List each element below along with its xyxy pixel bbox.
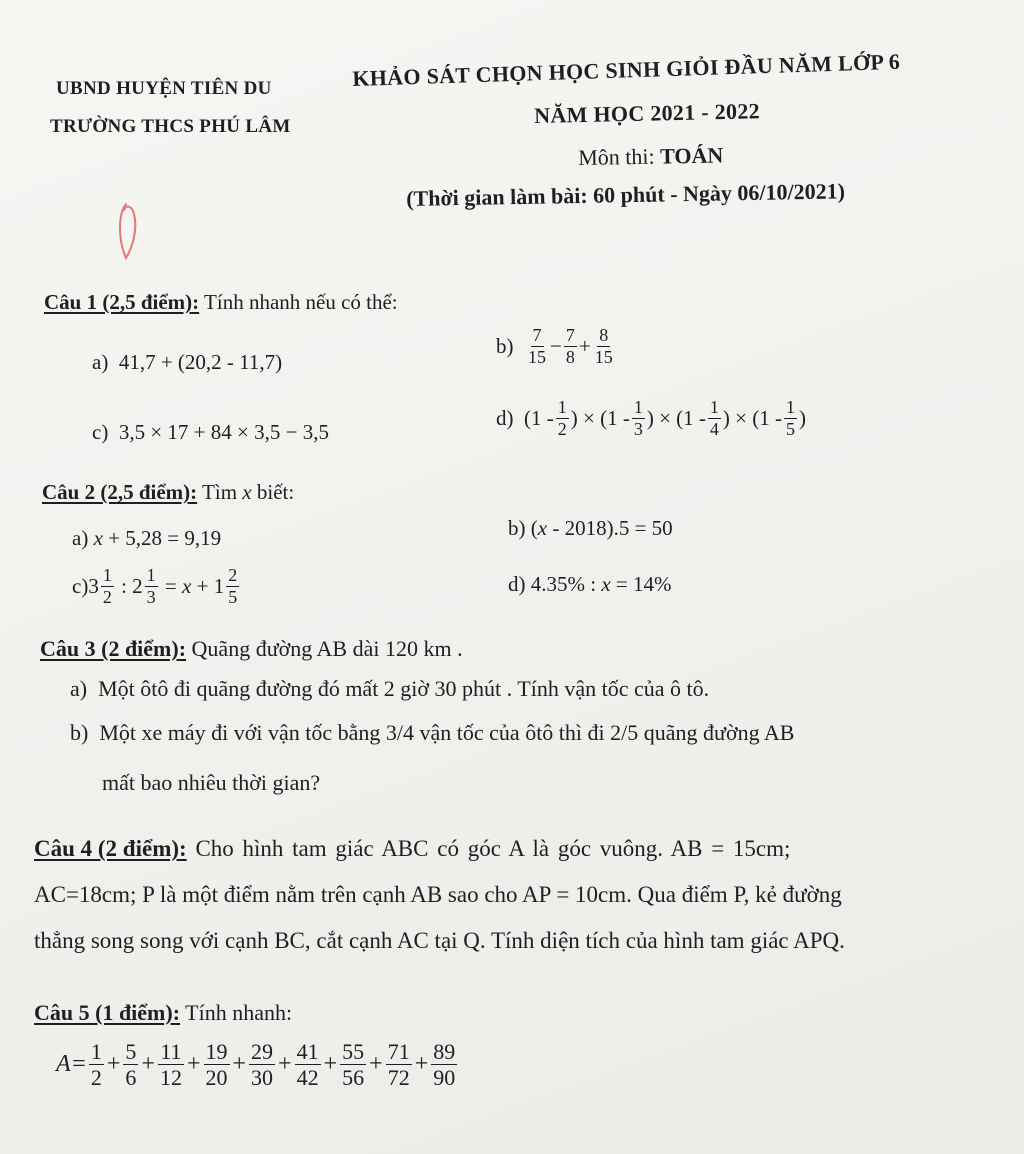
q1-c — [92, 420, 329, 445]
q2-c-eq: = — [159, 573, 183, 598]
q2-heading — [42, 480, 294, 505]
q1-prompt: Tính nhanh nếu có thể: — [199, 290, 398, 314]
q2-b-open: ( — [530, 516, 538, 540]
q5-fraction-numerator: 29 — [251, 1039, 274, 1064]
q3-b — [70, 720, 794, 746]
q2-b-var: x — [537, 516, 548, 540]
q1-d-mid-2: ) × (1 - — [646, 405, 706, 430]
q3-label: Câu 3 (2 điểm): — [40, 636, 187, 661]
q3-b-label: b) — [70, 720, 89, 745]
q5-plus: + — [186, 1051, 201, 1078]
subject-line — [578, 142, 724, 171]
q1-b-frac-3: $\frac{8}{15}$ — [594, 325, 613, 367]
subject-name: TOÁN — [659, 142, 724, 169]
q5-fraction-denominator: 12 — [159, 1065, 182, 1091]
q1-label: Câu 1 (2,5 điểm): — [44, 290, 200, 314]
q2-c — [72, 566, 241, 607]
q5-fraction-numerator: 55 — [342, 1039, 365, 1064]
q5-fraction-numerator: 71 — [387, 1039, 410, 1064]
time-note: (Thời gian làm bài: 60 phút - Ngày 06/10/2021) — [406, 178, 846, 211]
q2-c-mixed-2: 2 $\frac{1}{3}$ — [132, 565, 156, 607]
q5-heading — [34, 1000, 292, 1026]
q2-c-plus: + — [191, 573, 214, 598]
q1-d — [496, 398, 806, 439]
q3-a — [70, 676, 709, 702]
red-pen-mark-icon — [112, 200, 146, 264]
q1-b — [496, 326, 617, 367]
q5-plus: + — [369, 1051, 383, 1078]
q5-plus: + — [232, 1051, 247, 1078]
q1-a-label: a) — [92, 350, 109, 374]
q5-fraction-denominator: 2 — [90, 1065, 102, 1091]
q3-heading — [40, 636, 463, 662]
q2-a-expr: + 5,28 = 9,19 — [102, 526, 222, 550]
q1-b-frac-2: $\frac{7}{8}$ — [565, 325, 575, 367]
q2-prompt: Tìm — [197, 480, 243, 504]
q2-a-label: a) — [72, 526, 94, 550]
q5-fraction — [431, 1040, 457, 1089]
school-year: NĂM HỌC 2021 - 2022 — [534, 98, 761, 128]
q1-d-frac-3: $\frac{1}{4}$ — [709, 397, 719, 439]
q1-d-frac-4: $\frac{1}{5}$ — [785, 397, 795, 439]
q2-d-label: d) — [508, 572, 531, 596]
q5-plus: + — [278, 1051, 292, 1078]
q5-lhs: A= — [56, 1051, 87, 1078]
q1-b-op-2: + — [578, 333, 591, 358]
q2-c-var: x — [182, 573, 192, 598]
q3-a-text: Một ôtô đi quãng đường đó mất 2 giờ 30 phút . Tính vận tốc của ô tô. — [98, 676, 710, 701]
q1-d-label: d) — [496, 405, 514, 430]
q5-fraction-denominator: 56 — [342, 1065, 365, 1091]
q3-b-cont: mất bao nhiêu thời gian? — [102, 770, 321, 795]
q5-fraction-denominator: 30 — [251, 1065, 274, 1091]
q1-d-frac-1: $\frac{1}{2}$ — [557, 397, 567, 439]
q1-d-mid-1: ) × (1 - — [570, 405, 630, 430]
q4-text-1: Cho hình tam giác ABC có góc A là góc vuông. AB = 15cm; — [186, 836, 791, 861]
q5-fraction — [158, 1040, 184, 1089]
q2-c-mixed-1: 3 $\frac{1}{2}$ — [88, 565, 112, 607]
q5-fraction-denominator: 6 — [125, 1065, 137, 1091]
q2-d — [508, 572, 672, 597]
q5-fraction-denominator: 72 — [387, 1065, 410, 1091]
q5-sum — [87, 1040, 459, 1089]
q5-fraction — [386, 1040, 412, 1089]
q2-b-expr: - 2018).5 = 50 — [547, 516, 673, 540]
q5-label: Câu 5 (1 điểm): — [34, 1000, 181, 1025]
q5-fraction-numerator: 1 — [90, 1039, 102, 1064]
q1-d-close: ) — [798, 405, 806, 430]
q2-c-mixed-3: 1 $\frac{2}{5}$ — [213, 565, 238, 607]
q5-fraction-numerator: 89 — [433, 1039, 456, 1064]
q3-b-text-1: Một xe máy đi với vận tốc bằng 3/4 vận tốc của ôtô thì đi 2/5 quãng đường AB — [99, 720, 795, 745]
q5-fraction-numerator: 5 — [125, 1039, 137, 1064]
q5-fraction-numerator: 11 — [160, 1039, 182, 1064]
q1-b-frac-1: $\frac{7}{15}$ — [528, 325, 546, 367]
exam-title: KHẢO SÁT CHỌN HỌC SINH GIỎI ĐẦU NĂM LỚP 6 — [352, 48, 901, 91]
q3-prompt: Quãng đường AB dài 120 km . — [186, 636, 463, 661]
q2-c-label: c) — [72, 573, 89, 598]
q5-fraction-numerator: 19 — [205, 1039, 228, 1064]
q5-fraction — [249, 1040, 275, 1089]
q2-c-colon: : — [115, 573, 133, 598]
subject-label: Môn thi: — [578, 143, 661, 170]
q2-d-left: 4.35% : — [530, 572, 602, 596]
q3-a-label: a) — [70, 676, 88, 701]
q1-c-expr: 3,5 × 17 + 84 × 3,5 − 3,5 — [118, 420, 329, 444]
q2-b-label: b) — [508, 516, 531, 540]
q2-label: Câu 2 (2,5 điểm): — [42, 480, 198, 504]
q4-label: Câu 4 (2 điểm): — [34, 836, 187, 861]
district-name: UBND HUYỆN TIÊN DU — [56, 78, 272, 99]
q1-a — [92, 350, 282, 375]
q4-line-1 — [34, 836, 974, 862]
q5-fraction-numerator: 41 — [296, 1039, 319, 1064]
q1-a-expr: 41,7 + (20,2 - 11,7) — [118, 350, 283, 374]
q1-d-open: (1 - — [524, 405, 554, 430]
q5-fraction — [204, 1040, 230, 1089]
q2-a — [72, 526, 221, 551]
q5-fraction-denominator: 42 — [296, 1065, 319, 1091]
q1-d-frac-2: $\frac{1}{3}$ — [633, 397, 643, 439]
q5-prompt: Tính nhanh: — [180, 1000, 293, 1025]
q5-fraction — [89, 1040, 104, 1089]
q1-heading — [44, 290, 398, 315]
q5-plus: + — [106, 1051, 121, 1078]
q5-plus: + — [323, 1051, 338, 1078]
q1-b-label: b) — [496, 333, 514, 358]
q5-fraction — [123, 1040, 138, 1089]
q5-expression — [56, 1040, 459, 1089]
q2-prompt-end: biết: — [251, 480, 295, 504]
school-name: TRƯỜNG THCS PHÚ LÂM — [50, 116, 291, 137]
q1-d-mid-3: ) × (1 - — [722, 405, 782, 430]
q1-c-label: c) — [92, 420, 109, 444]
q1-b-op-1: − — [550, 333, 562, 358]
q2-d-right: = 14% — [610, 572, 672, 596]
q4-line-3: thẳng song song với cạnh BC, cắt cạnh AC tại Q. Tính diện tích của hình tam giác APQ. — [34, 928, 845, 953]
q4-line-2: AC=18cm; P là một điểm nằm trên cạnh AB sao cho AP = 10cm. Qua điểm P, kẻ đường — [34, 882, 842, 907]
q5-fraction-denominator: 20 — [205, 1065, 228, 1091]
q5-plus: + — [141, 1051, 155, 1078]
q2-b — [508, 516, 673, 541]
q2-d-var: x — [601, 572, 611, 596]
q2-var: x — [242, 480, 252, 504]
q5-plus: + — [414, 1051, 429, 1078]
q5-fraction-denominator: 90 — [433, 1065, 456, 1091]
q2-a-var: x — [93, 526, 103, 550]
q5-fraction — [295, 1040, 321, 1089]
q5-fraction — [340, 1040, 366, 1089]
